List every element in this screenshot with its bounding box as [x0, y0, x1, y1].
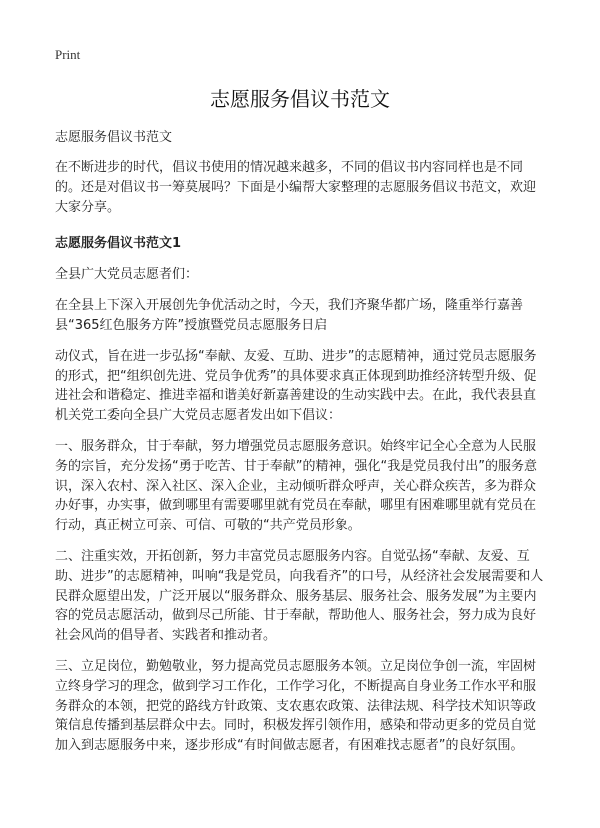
- subtitle: 志愿服务倡议书范文: [55, 130, 173, 145]
- body-paragraph: 一、服务群众，甘于奉献，努力增强党员志愿服务意识。始终牢记全心全意为人民服务的宗旨，充分发扬“勇于吃苦、甘于奉献”的精神，强化“我是党员我付出”的服务意识，深入农村、深入社区、深入企业，主动倾听群众呼声，关心群众疾苦，多为群众办好事，办实事，做到哪里有需要哪里就有党员在奉献，哪里有困难哪里就有党员在行动，真正树立可亲、可信、可敬的“共产党员形象。: [55, 438, 537, 534]
- body-paragraph: 三、立足岗位，勤勉敬业，努力提高党员志愿服务本领。立足岗位争创一流，牢固树立终身学习的理念，做到学习工作化，工作学习化，不断提高自身业务工作水平和服务群众的本领，把党的路线方针政策、支农惠农政策、法律法规、科学技术知识等政策信息传播到基层群众中去。同时，积极发挥引领作用，感染和带动更多的党员自觉加入到志愿服务中来，逐步形成“有时间做志愿者，有困难找志愿者”的良好氛围。: [55, 658, 537, 754]
- section-heading: 志愿服务倡议书范文1: [55, 236, 182, 252]
- body-paragraph: 在全县上下深入开展创先争优活动之时，今天，我们齐聚华都广场，隆重举行嘉善县“365红色服务方阵”授旗暨党员志愿服务日启: [55, 298, 524, 333]
- salutation: 全县广大党员志愿者们：: [55, 267, 199, 283]
- print-link[interactable]: Print: [55, 47, 81, 62]
- body-paragraph: 动仪式，旨在进一步弘扬“奉献、友爱、互助、进步”的志愿精神，通过党员志愿服务的形式，把“组织创先进、党员争优秀”的具体要求真正体现到助推经济转型升级、促进社会和谐稳定、推进幸福和谐美好新嘉善建设的生动实践中去。在此，我代表县直机关党工委向全县广大党员志愿者发出如下倡议：: [55, 348, 537, 424]
- page-title: 志愿服务倡议书范文: [210, 87, 390, 111]
- body-paragraph: 二、注重实效，开拓创新，努力丰富党员志愿服务内容。自觉弘扬“奉献、友爱、互助、进步”的志愿精神，叫响“我是党员，向我看齐”的口号，从经济社会发展需要和人民群众愿望出发，广泛开展以“服务群众、服务基层、服务社会、服务发展”为主要内容的党员志愿活动，做到尽己所能、甘于奉献，帮助他人、服务社会，努力成为良好社会风尚的倡导者、实践者和推动者。: [55, 548, 544, 644]
- intro-paragraph: 在不断进步的时代，倡议书使用的情况越来越多，不同的倡议书内容同样也是不同的。还是对倡议书一筹莫展吗？下面是小编帮大家整理的志愿服务倡议书范文，欢迎大家分享。: [55, 160, 537, 215]
